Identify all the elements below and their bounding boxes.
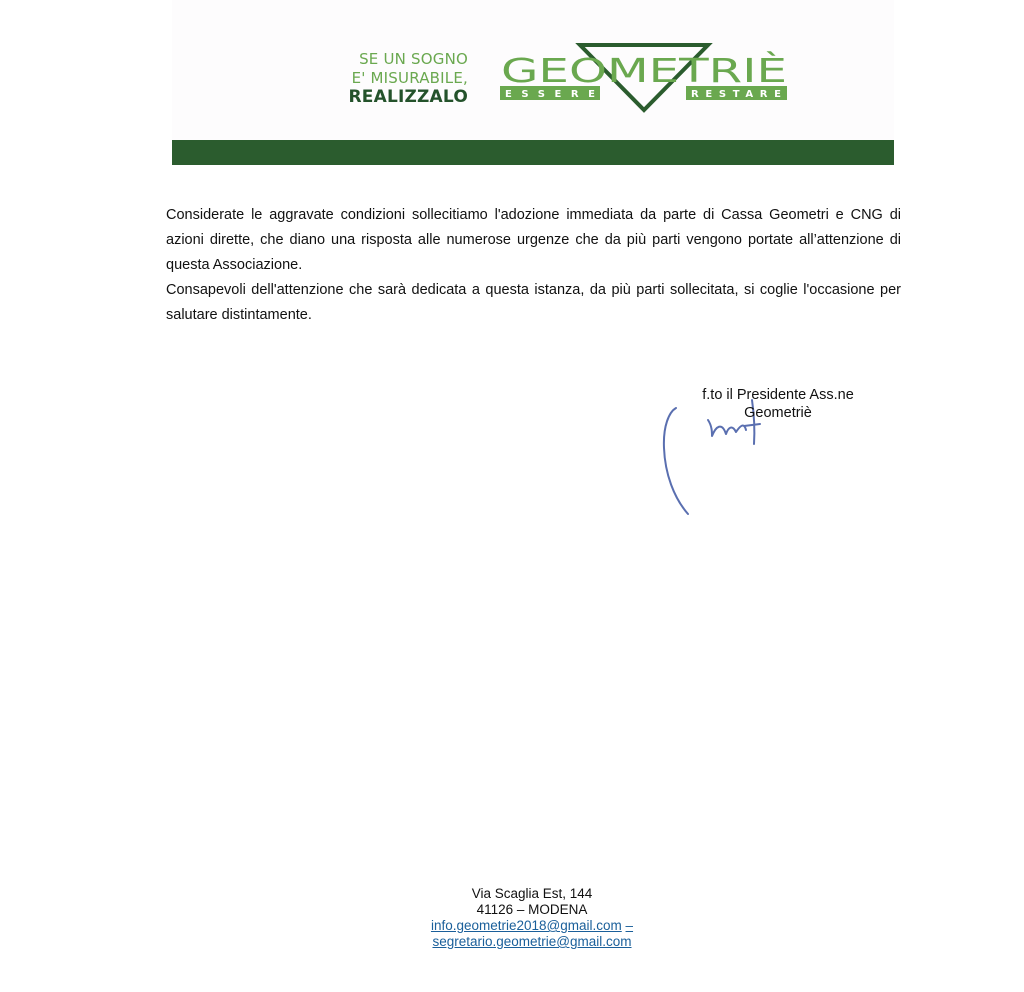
logo-tagline-left-band [500, 86, 600, 100]
slogan [290, 50, 468, 107]
footer-email-line-2 [362, 934, 702, 950]
footer [362, 886, 702, 950]
signatory-org: Geometriè [744, 405, 812, 421]
logo-tagline-left: ESSERE [505, 89, 595, 100]
paragraph-1: Considerate le aggravate condizioni sollecitiamo l'adozione immediata da parte di Cassa Geometri e CNG di azioni dirette, che diano una risposta alle numerose urgenze che da più parti vengono portate all’attenzione di questa Associazione. [166, 207, 901, 273]
logo-name: GEOMETRIÈ [501, 51, 697, 90]
logo-tagline-right: RESTARE [691, 89, 781, 100]
email-link-segretario[interactable]: segretario.geometrie@gmail.com [432, 934, 632, 949]
paragraph-2: Consapevoli dell'attenzione che sarà dedicata a questa istanza, da più parti sollecitata, si coglie l'occasione per salutare distintamente. [166, 282, 901, 323]
email-link-info[interactable]: info.geometrie2018@gmail.com [430, 918, 622, 933]
letter-body [166, 203, 901, 328]
header-bar [172, 140, 894, 165]
signatory [678, 386, 878, 422]
geometrie-logo [498, 42, 790, 114]
slogan-line-3: REALIZZALO [348, 87, 468, 107]
footer-address: Via Scaglia Est, 144 [471, 886, 593, 901]
slogan-line-1: SE UN SOGNO [359, 50, 468, 68]
footer-city: 41126 – MODENA [476, 902, 588, 917]
slogan-line-2: E' MISURABILE, [351, 69, 468, 87]
signatory-role: f.to il Presidente Ass.ne [702, 387, 854, 403]
signature-block [660, 386, 890, 516]
footer-email-line [362, 918, 702, 934]
email-separator: – [625, 918, 634, 933]
